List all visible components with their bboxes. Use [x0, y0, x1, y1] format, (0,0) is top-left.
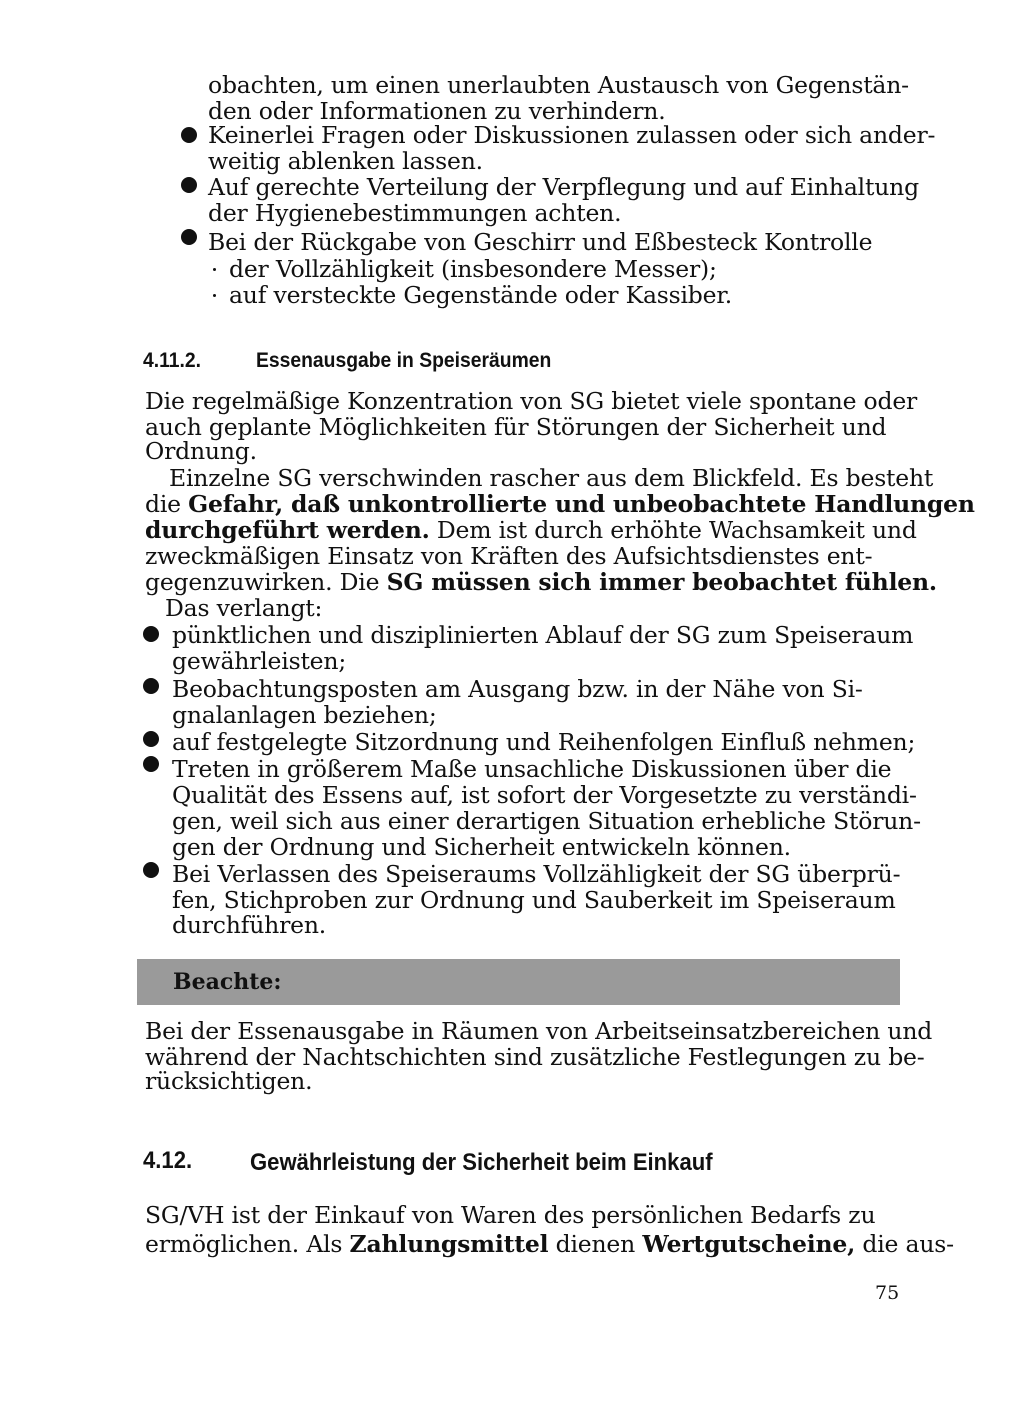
- paragraph-line: Ordnung.: [145, 437, 257, 465]
- list-item-line: Bei Verlassen des Speiseraums Vollzähligkeit der SG überprü-: [172, 860, 901, 888]
- sub-bullet-icon: [213, 268, 216, 271]
- paragraph-line: [145, 517, 917, 543]
- text-line: obachten, um einen unerlaubten Austausch von Gegenstän-: [208, 71, 909, 99]
- emphasis-text: SG müssen sich immer beobachtet fühlen.: [386, 568, 937, 596]
- list-item-line: gewährleisten;: [172, 647, 347, 675]
- list-item-line: Treten in größerem Maße unsachliche Diskussionen über die: [172, 755, 892, 783]
- sub-item-line: auf versteckte Gegenstände oder Kassiber.: [229, 281, 733, 309]
- emphasis-text: Gefahr, daß unkontrollierte und unbeobachtete Handlungen: [188, 490, 975, 518]
- list-item-line: gen, weil sich aus einer derartigen Situation erhebliche Störun-: [172, 807, 921, 835]
- text-span: die aus-: [855, 1230, 954, 1258]
- text-span: ermöglichen. Als: [145, 1230, 350, 1258]
- list-item-line: auf festgelegte Sitzordnung und Reihenfolgen Einfluß nehmen;: [172, 728, 916, 756]
- bullet-icon: [181, 177, 197, 193]
- section-title: Essenausgabe in Speiseräumen: [256, 349, 552, 372]
- list-item-line: durchführen.: [172, 911, 327, 939]
- bullet-icon: [143, 626, 159, 642]
- bullet-icon: [181, 229, 197, 245]
- text-span: die: [145, 490, 189, 518]
- list-item-line: pünktlichen und disziplinierten Ablauf der SG zum Speiseraum: [172, 621, 914, 649]
- section-number: 4.12.: [143, 1147, 193, 1174]
- paragraph-line: zweckmäßigen Einsatz von Kräften des Aufsichtsdienstes ent-: [145, 542, 873, 570]
- list-item-line: Qualität des Essens auf, ist sofort der Vorgesetzte zu verständi-: [172, 781, 917, 809]
- text-line: den oder Informationen zu verhindern.: [208, 97, 666, 125]
- paragraph-line: [145, 491, 975, 517]
- list-item-line: gen der Ordnung und Sicherheit entwickeln können.: [172, 833, 791, 861]
- bullet-icon: [143, 731, 159, 747]
- note-banner: [137, 959, 900, 1005]
- paragraph-line: auch geplante Möglichkeiten für Störungen der Sicherheit und: [145, 413, 887, 441]
- paragraph-line: [145, 569, 937, 595]
- note-line: rücksichtigen.: [145, 1067, 313, 1095]
- list-item-line: fen, Stichproben zur Ordnung und Sauberkeit im Speiseraum: [172, 886, 896, 914]
- page-number: 75: [875, 1282, 900, 1304]
- list-item-line: Beobachtungsposten am Ausgang bzw. in der Nähe von Si-: [172, 675, 863, 703]
- sub-item-line: der Vollzähligkeit (insbesondere Messer);: [229, 255, 717, 283]
- text-span: gegenzuwirken. Die: [145, 568, 387, 596]
- bullet-icon: [143, 756, 159, 772]
- paragraph-line: [145, 1231, 954, 1257]
- note-line: während der Nachtschichten sind zusätzliche Festlegungen zu be-: [145, 1043, 925, 1071]
- list-item-line: Auf gerechte Verteilung der Verpflegung und auf Einhaltung: [208, 173, 919, 201]
- text-span: Dem ist durch erhöhte Wachsamkeit und: [429, 516, 917, 544]
- bullet-icon: [143, 862, 159, 878]
- list-item-line: Bei der Rückgabe von Geschirr und Eßbesteck Kontrolle: [208, 228, 873, 256]
- list-item-line: Keinerlei Fragen oder Diskussionen zulassen oder sich ander-: [208, 121, 936, 149]
- emphasis-text: Zahlungsmittel: [349, 1230, 549, 1258]
- list-item-line: weitig ablenken lassen.: [208, 147, 483, 175]
- note-line: Bei der Essenausgabe in Räumen von Arbeitseinsatzbereichen und: [145, 1017, 933, 1045]
- text-span: dienen: [548, 1230, 643, 1258]
- note-label: Beachte:: [173, 969, 282, 995]
- emphasis-text: Wertgutscheine,: [642, 1230, 856, 1258]
- paragraph-line: Das verlangt:: [165, 594, 323, 622]
- emphasis-text: durchgeführt werden.: [145, 516, 430, 544]
- list-item-line: gnalanlagen beziehen;: [172, 701, 437, 729]
- section-title: Gewährleistung der Sicherheit beim Einkauf: [250, 1149, 713, 1176]
- paragraph-line: Die regelmäßige Konzentration von SG bietet viele spontane oder: [145, 387, 918, 415]
- sub-bullet-icon: [213, 294, 216, 297]
- bullet-icon: [143, 678, 159, 694]
- bullet-icon: [181, 127, 197, 143]
- paragraph-line: Einzelne SG verschwinden rascher aus dem Blickfeld. Es besteht: [169, 464, 934, 492]
- section-number: 4.11.2.: [143, 349, 202, 372]
- list-item-line: der Hygienebestimmungen achten.: [208, 199, 622, 227]
- paragraph-line: SG/VH ist der Einkauf von Waren des persönlichen Bedarfs zu: [145, 1201, 876, 1229]
